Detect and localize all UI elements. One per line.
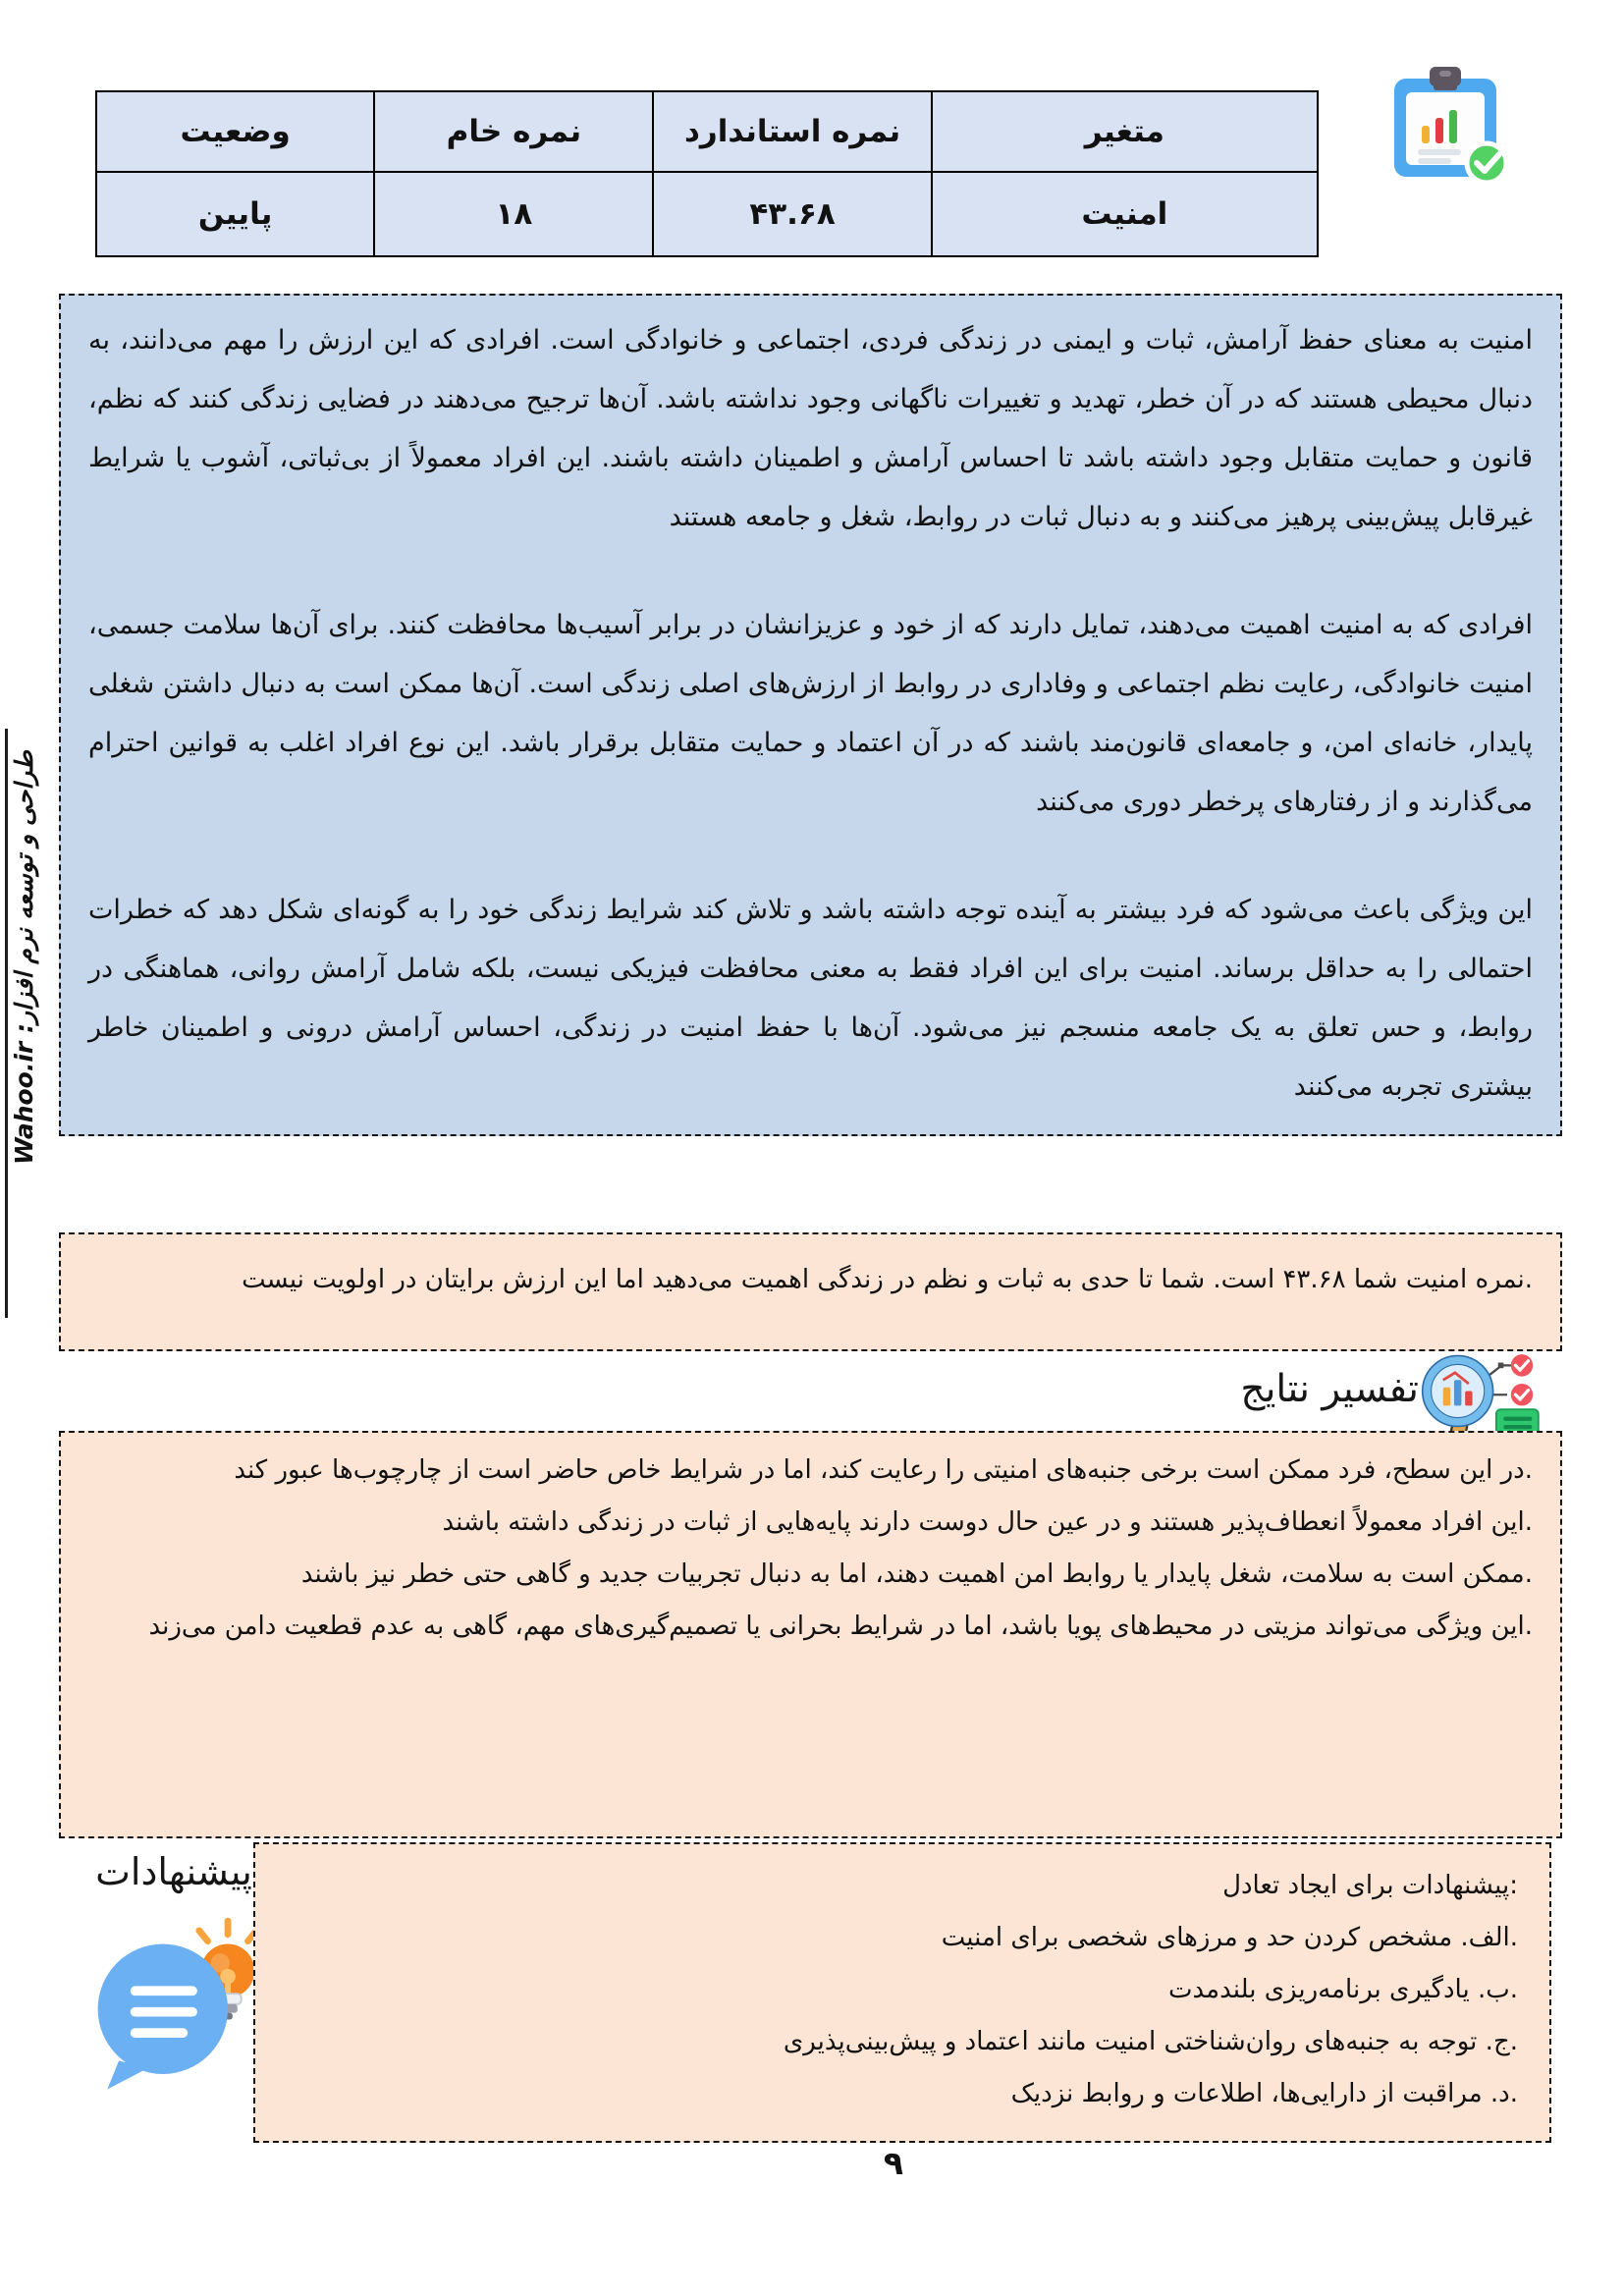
interpretation-block xyxy=(59,1431,1562,1838)
header-status: وضعیت xyxy=(96,91,374,172)
interpretation-line: .این افراد معمولاً انعطاف‌پذیر هستند و در عین حال دوست دارند پایه‌هایی از ثبات در زندگی داشته باشند xyxy=(442,1507,1533,1537)
interpretation-line: .ممکن است به سلامت، شغل پایدار یا روابط امن اهمیت دهند، اما به دنبال تجربیات جدید و گاهی حتی خطر نیز باشند xyxy=(300,1559,1533,1589)
cell-raw-score: ۱۸ xyxy=(374,172,653,256)
speech-bubble-part xyxy=(98,1944,228,2090)
suggestion-line: .ب. یادگیری برنامه‌ریزی بلندمدت xyxy=(1168,1975,1518,2004)
header-standard-score: نمره استاندارد xyxy=(653,91,931,172)
page-number: ۹ xyxy=(883,2144,904,2182)
credit-rule xyxy=(5,729,8,1318)
suggestion-line: .د. مراقبت از دارایی‌ها، اطلاعات و روابط نزدیک xyxy=(1010,2079,1518,2108)
interpretation-title: تفسیر نتایج xyxy=(1240,1367,1419,1411)
chat-lightbulb-icon xyxy=(84,1907,266,2094)
cell-status: پایین xyxy=(96,172,374,256)
score-table xyxy=(95,90,1319,257)
suggestions-label: پیشنهادات xyxy=(95,1850,252,1893)
clipboard-chart-icon xyxy=(1371,65,1528,188)
table-row xyxy=(96,172,1318,256)
suggestion-line: .الف. مشخص کردن حد و مرزهای شخصی برای امنیت xyxy=(941,1923,1518,1952)
suggestions-box xyxy=(253,1842,1551,2143)
header-raw-score: نمره خام xyxy=(374,91,653,172)
cell-variable: امنیت xyxy=(932,172,1318,256)
header-variable: متغیر xyxy=(932,91,1318,172)
software-credit xyxy=(10,750,57,1318)
interpretation-line: .در این سطح، فرد ممکن است برخی جنبه‌های امنیتی را رعایت کند، اما در شرایط خاص حاضر است از چارچوب‌ها عبور کند xyxy=(234,1455,1533,1485)
value-description-block xyxy=(59,294,1562,1136)
suggestion-line: .ج. توجه به جنبه‌های روان‌شناختی امنیت مانند اعتماد و پیش‌بینی‌پذیری xyxy=(783,2027,1518,2056)
score-note-block xyxy=(59,1232,1562,1351)
description-paragraph: افرادی که به امنیت اهمیت می‌دهند، تمایل دارند که از خود و عزیزانشان در برابر آسیب‌ها محافظت کنند. برای آن‌ها سلامت جسمی، امنیت خانوادگی، رعایت نظم اجتماعی و وفاداری در روابط از ارزش‌های اصلی زندگی است. آن‌ها ممکن است به دنبال داشتن شغلی پایدار، خانه‌ای امن، و جامعه‌ای قانون‌مند باشند که در آن اعتماد و حمایت متقابل برقرار باشد. این نوع افراد اغلب به قوانین احترام می‌گذارند و از رفتارهای پرخطر دوری می‌کنند xyxy=(88,610,1533,817)
description-paragraph: این ویژگی باعث می‌شود که فرد بیشتر به آینده توجه داشته باشد و تلاش کند شرایط زندگی خود را به گونه‌ای شکل دهد که خطرات احتمالی را به حداقل برساند. امنیت برای این افراد فقط به معنی محافظت فیزیکی نیست، بلکه شامل آرامش روانی، هماهنگی در روابط، و حس تعلق به یک جامعه منسجم نیز می‌شود. آن‌ها با حفظ امنیت در زندگی، احساس آرامش درونی و اطمینان خاطر بیشتری تجربه می‌کنند xyxy=(88,895,1533,1102)
cell-standard-score: ۴۳.۶۸ xyxy=(653,172,931,256)
software-credit-text: طراحی و توسعه نرم افزار: Wahoo.ir xyxy=(10,750,38,1166)
interpretation-line: .این ویژگی می‌تواند مزیتی در محیط‌های پویا باشد، اما در شرایط بحرانی یا تصمیم‌گیری‌های مهم، گاهی به عدم قطعیت دامن می‌زند xyxy=(148,1612,1533,1641)
description-paragraph: امنیت به معنای حفظ آرامش، ثبات و ایمنی در زندگی فردی، اجتماعی و خانوادگی است. افرادی که این ارزش را مهم می‌دانند، به دنبال محیطی هستند که در آن خطر، تهدید و تغییرات ناگهانی وجود نداشته باشد. آن‌ها ترجیح می‌دهند در فضایی زندگی کنند که نظم، قانون و حمایت متقابل وجود داشته باشد تا احساس آرامش و اطمینان داشته باشند. این افراد معمولاً از بی‌ثباتی، آشوب یا شرایط غیرقابل پیش‌بینی پرهیز می‌کنند و به دنبال ثبات در روابط، شغل و جامعه هستند xyxy=(88,325,1533,532)
score-note-text: .نمره امنیت شما ۴۳.۶۸ است. شما تا حدی به ثبات و نظم در زندگی اهمیت می‌دهید اما این ارزش برایتان در اولویت نیست xyxy=(242,1265,1533,1294)
suggestion-line: :پیشنهادات برای ایجاد تعادل xyxy=(1222,1871,1518,1900)
table-header-row xyxy=(96,91,1318,172)
